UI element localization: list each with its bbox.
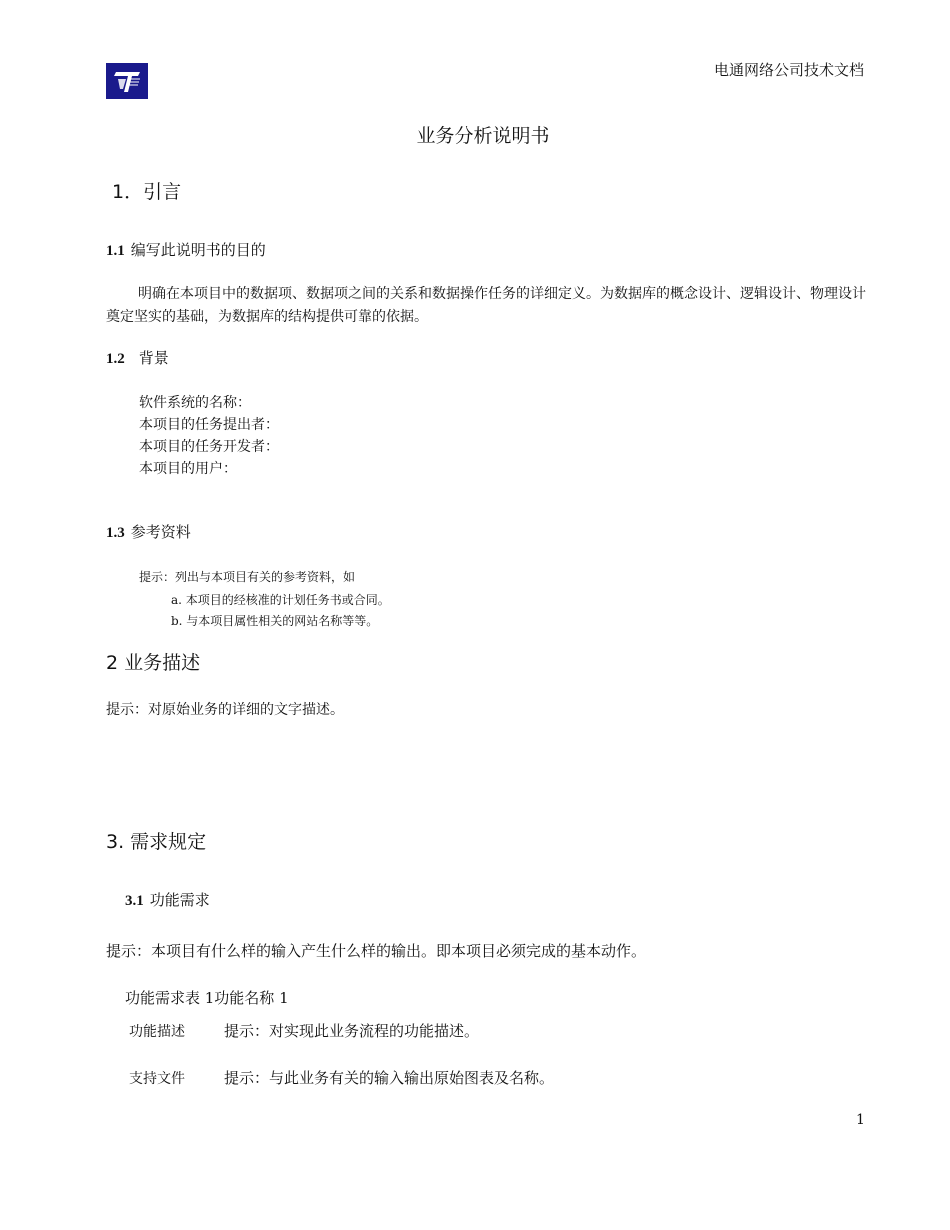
section-2-heading: 2 业务描述 bbox=[106, 652, 201, 674]
section-number: 1.2 bbox=[106, 351, 125, 367]
section-number: 1.1 bbox=[106, 243, 125, 259]
row-label-function-description: 功能描述 bbox=[129, 1024, 185, 1040]
section-3-1-heading bbox=[125, 889, 210, 910]
company-logo bbox=[106, 63, 148, 99]
section-title: 编写此说明书的目的 bbox=[130, 241, 266, 259]
row-value-function-description: 提示：对实现此业务流程的功能描述。 bbox=[224, 1022, 480, 1040]
section-title: 功能需求 bbox=[149, 891, 210, 909]
row-label-supporting-files: 支持文件 bbox=[129, 1071, 185, 1087]
background-line: 本项目的任务开发者： bbox=[139, 439, 279, 455]
section-1-1-heading bbox=[106, 239, 266, 260]
section-1-heading: 1．引言 bbox=[112, 181, 182, 203]
document-title: 业务分析说明书 bbox=[416, 125, 550, 147]
header-company-doc: 电通网络公司技术文档 bbox=[713, 61, 864, 79]
table-caption: 功能需求表 1功能名称 1 bbox=[125, 989, 289, 1007]
section-title: 背景 bbox=[138, 349, 169, 367]
reference-hint: 提示：列出与本项目有关的参考资料，如 bbox=[139, 570, 356, 584]
section-3-heading: 3. 需求规定 bbox=[106, 831, 207, 853]
page-number: 1 bbox=[856, 1112, 865, 1128]
background-line: 本项目的任务提出者： bbox=[139, 417, 279, 433]
row-value-supporting-files: 提示：与此业务有关的输入输出原始图表及名称。 bbox=[224, 1069, 555, 1087]
section-2-hint: 提示：对原始业务的详细的文字描述。 bbox=[106, 702, 344, 718]
background-line: 本项目的用户： bbox=[139, 461, 237, 477]
section-1-1-body: 明确在本项目中的数据项、数据项之间的关系和数据操作任务的详细定义。为数据库的概念设计、逻辑设计、物理设计奠定坚实的基础，为数据库的结构提供可靠的依据。 bbox=[106, 286, 866, 325]
section-number: 1.3 bbox=[106, 525, 125, 541]
section-1-3-heading bbox=[106, 521, 191, 542]
section-title: 参考资料 bbox=[130, 523, 191, 541]
section-3-hint: 提示：本项目有什么样的输入产生什么样的输出。即本项目必须完成的基本动作。 bbox=[106, 942, 647, 960]
reference-item: b. 与本项目属性相关的网站名称等等。 bbox=[171, 614, 379, 628]
section-1-2-heading bbox=[106, 347, 169, 368]
section-number: 3.1 bbox=[125, 893, 144, 909]
background-line: 软件系统的名称： bbox=[139, 395, 251, 411]
reference-item: a. 本项目的经核准的计划任务书或合同。 bbox=[171, 593, 390, 607]
